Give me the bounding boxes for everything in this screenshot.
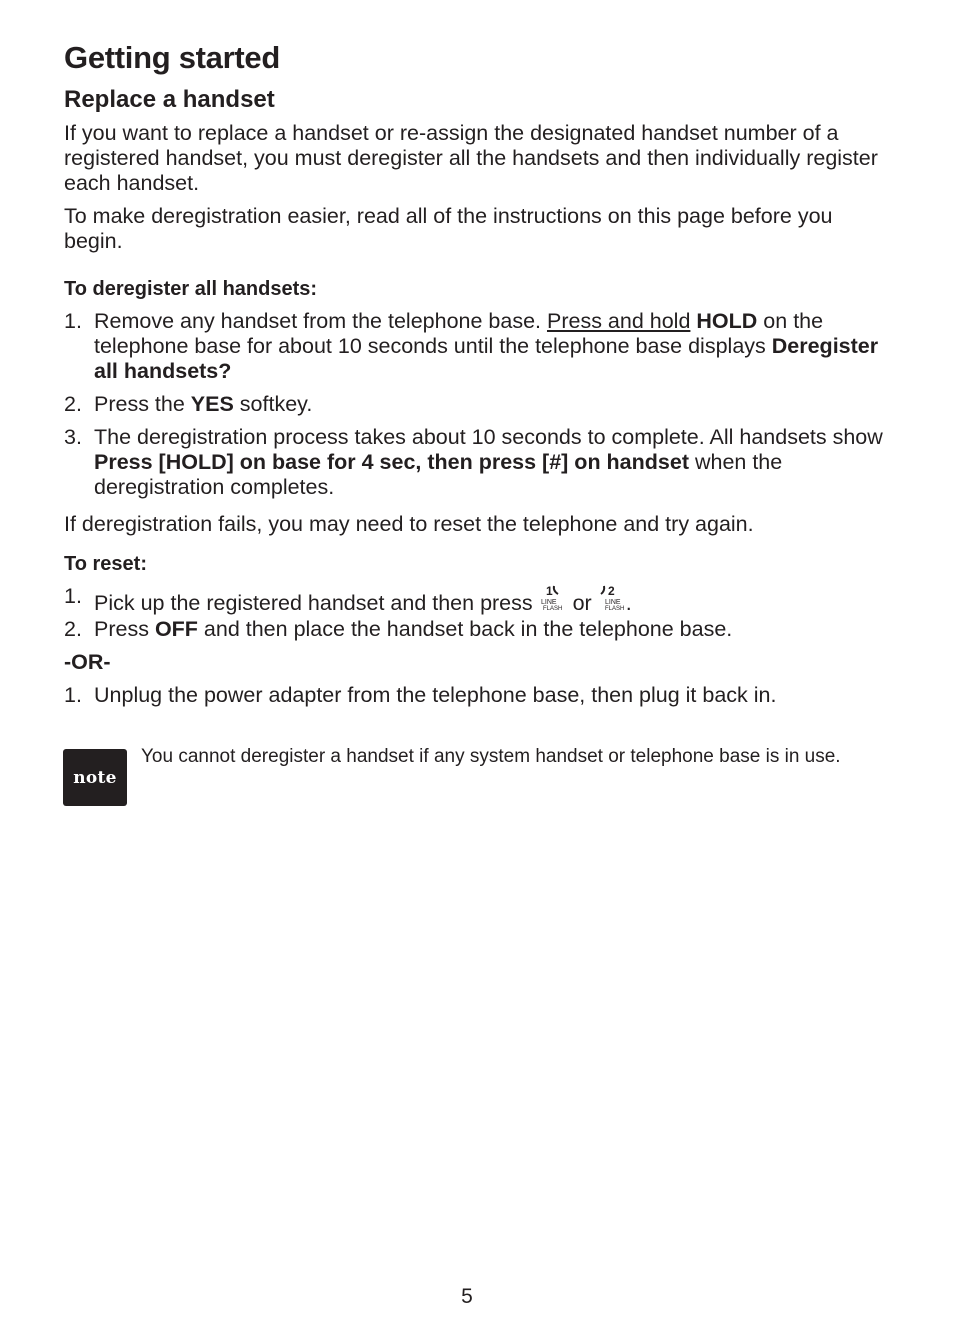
or-separator [64,650,894,675]
key-flash-label: FLASH [542,606,562,612]
note-badge-icon: note [63,749,127,806]
key-line-label: LINE [604,599,621,606]
step-text-part: Press the [94,392,191,416]
intro-paragraph-2: To make deregistration easier, read all of the instructions on this page before you begin. [64,204,833,253]
step-text-part: when the deregistration completes. [94,450,783,499]
step-text-part: . [625,591,632,615]
step-text-part: Remove any handset from the telephone base. [94,309,547,333]
hold-key-label: HOLD [696,309,758,333]
fail-paragraph: If deregistration fails, you may need to reset the telephone and try again. [64,512,754,536]
handset-display-text: Press [HOLD] on base for 4 sec, then press [#] on handset [94,450,689,474]
step-text-part: and then place the handset back in the telephone base. [197,617,733,641]
page-title: Getting started [64,40,280,75]
step-text-part: or [566,591,598,615]
step-number: 1. [64,309,82,333]
step-number: 2. [64,392,82,416]
or-label: -OR- [64,650,111,674]
step-text: Unplug the power adapter from the telephone base, then plug it back in. [94,683,777,707]
deregister-display-text: Deregister all handsets? [94,334,879,383]
step-text-part: Press [94,617,155,641]
press-and-hold-text: Press and hold [546,309,691,333]
step-number: 1. [64,683,82,707]
step-number: 2. [64,617,82,641]
deregister-heading: To deregister all handsets: [64,278,318,300]
step-text [94,392,894,417]
step-text-part: Pick up the registered handset and then press [94,591,539,615]
line1-flash-key-icon [541,584,565,614]
step-text-part: The deregistration process takes about 10 seconds to complete. All handsets show [94,425,883,449]
line2-flash-key-icon [600,584,624,614]
step-text-part: on the telephone base for about 10 seconds until the telephone base displays [94,309,824,358]
step-text [94,584,894,616]
step-number: 3. [64,425,82,449]
page-number: 5 [461,1285,473,1308]
off-key-label: OFF [154,617,198,641]
key-flash-label: FLASH [604,606,625,612]
reset-heading: To reset: [64,553,147,575]
section-heading: Replace a handset [64,86,275,113]
step-text [94,309,894,384]
step-text [94,617,894,642]
step-text [94,425,894,500]
key-line-label: LINE [540,599,557,606]
yes-softkey-label: YES [190,392,234,416]
key-digit: 1 [545,584,553,598]
key-digit: 2 [607,584,615,598]
step-number: 1. [64,584,82,608]
step-text-part: softkey. [233,392,313,416]
note-text: You cannot deregister a handset if any system handset or telephone base is in use. [141,746,841,767]
intro-paragraph-1: If you want to replace a handset or re-assign the designated handset number of a registered handset, you must deregister all the handsets and then individually register each handset. [64,121,878,195]
